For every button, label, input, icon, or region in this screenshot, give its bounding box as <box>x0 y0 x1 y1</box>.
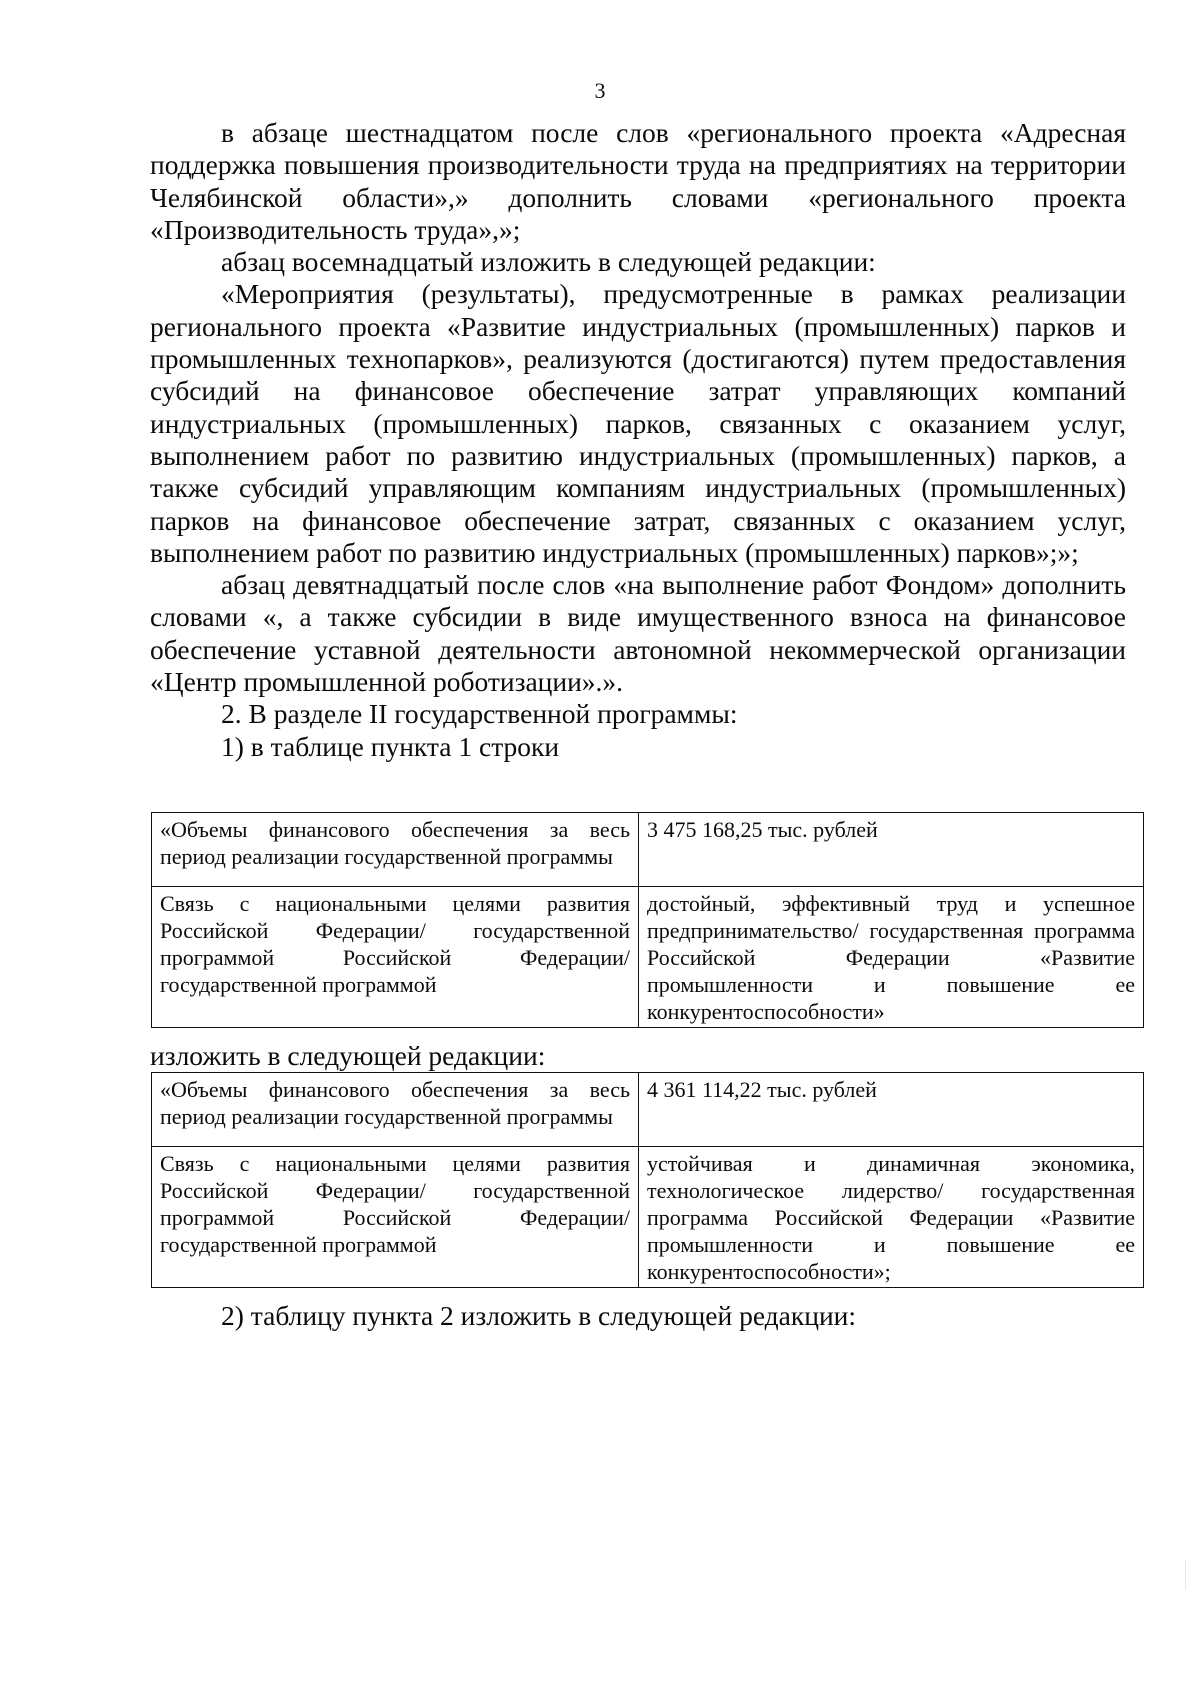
funding-value-old: 3 475 168,25 тыс. рублей <box>647 817 878 842</box>
table-row <box>152 887 1144 1028</box>
goals-label-old: Связь с национальными целями развития Российской Федерации/ государственной программой Российской Федерации/государственной программой <box>160 891 630 997</box>
paragraph-18th-new-text: «Мероприятия (результаты), предусмотренные в рамках реализации регионального проекта «Развитие индустриальных (промышленных) парков и промышленных технопарков», реализуются (достигаются) путем предоставления субсидий на финансовое обеспечение затрат управляющих компаний индустриальных (промышленных) парков, связанных с оказанием услуг, выполнением работ по развитию индустриальных (промышленных) парков, а также субсидий управляющим компаниям индустриальных (промышленных) парков на финансовое обеспечение затрат, связанных с оказанием услуг, выполнением работ по развитию индустриальных (промышленных) парков»;»; <box>150 278 1126 568</box>
paragraph-19th-amendment: абзац девятнадцатый после слов «на выполнение работ Фондом» дополнить словами «, а также субсидии в виде имущественного взноса на финансовое обеспечение уставной деятельности автономной некоммерческой организации «Центр промышленной роботизации».». <box>150 569 1126 698</box>
item-2-heading: 2) таблицу пункта 2 изложить в следующей редакции: <box>221 1300 857 1331</box>
paragraph-18th-heading: абзац восемнадцатый изложить в следующей редакции: <box>221 246 876 278</box>
goals-value-new: устойчивая и динамичная экономика, технологическое лидерство/ государственная программа Российской Федерации «Развитие промышленности и повышение ее конкурентоспособности»; <box>647 1151 1135 1284</box>
table-cell-label <box>152 1147 639 1288</box>
scan-edge-mark <box>1185 1560 1186 1590</box>
funding-label-old: «Объемы финансового обеспечения за весь период реализации государственной программы <box>160 817 630 869</box>
replace-with-heading: изложить в следующей редакции: <box>150 1040 546 1071</box>
body-text-between <box>150 1040 1126 1072</box>
table-row <box>152 813 1144 887</box>
section-2-heading: 2. В разделе II государственной программы: <box>221 698 738 730</box>
table-cell-label <box>152 1073 639 1147</box>
goals-label-new: Связь с национальными целями развития Российской Федерации/ государственной программой Российской Федерации/государственной программой <box>160 1151 630 1257</box>
body-text-bottom <box>150 1300 1126 1332</box>
table-cell-value <box>639 1147 1144 1288</box>
funding-value-new: 4 361 114,22 тыс. рублей <box>647 1077 877 1102</box>
table-row <box>152 1147 1144 1288</box>
table-cell-value <box>639 887 1144 1028</box>
item-1-heading: 1) в таблице пункта 1 строки <box>221 730 560 762</box>
body-text-top <box>150 117 1126 763</box>
table-cell-value <box>639 1073 1144 1147</box>
table-new-rows <box>151 1072 1144 1288</box>
goals-value-old: достойный, эффективный труд и успешное предпринимательство/ государственная программа Российской Федерации «Развитие промышленности и повышение ее конкурентоспособности» <box>647 891 1135 1024</box>
paragraph-16th-amendment: в абзаце шестнадцатом после слов «регионального проекта «Адресная поддержка повышения производительности труда на предприятиях на территории Челябинской области»,» дополнить словами «регионального проекта «Производительность труда»,»; <box>150 117 1126 245</box>
table-cell-value <box>639 813 1144 887</box>
table-old-rows <box>151 812 1144 1028</box>
page-number: 3 <box>594 78 606 103</box>
table-cell-label <box>152 887 639 1028</box>
table-cell-label <box>152 813 639 887</box>
table-row <box>152 1073 1144 1147</box>
funding-label-new: «Объемы финансового обеспечения за весь период реализации государственной программы <box>160 1077 630 1129</box>
